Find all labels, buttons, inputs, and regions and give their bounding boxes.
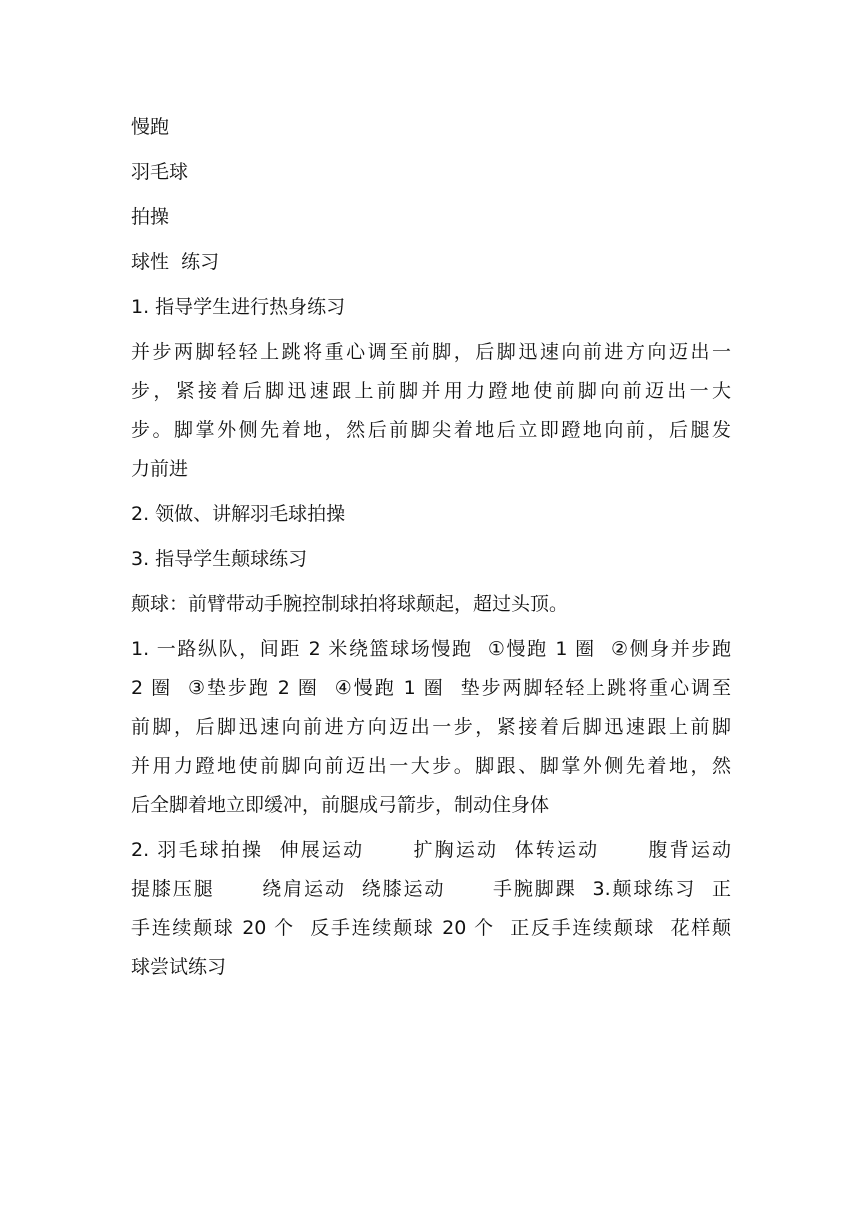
text-line: 后全脚着地立即缓冲，前腿成弓箭步，制动住身体 (131, 794, 550, 816)
text-line: 慢跑 (131, 116, 170, 138)
text-line: 颠球：前臂带动手腕控制球拍将球颠起，超过头顶。 (131, 593, 569, 615)
text-line: 2. 羽毛球拍操 伸展运动 扩胸运动 体转运动 腹背运动 (131, 839, 731, 861)
text-line: 并用力蹬地使前脚向前迈出一大步。脚跟、脚掌外侧先着地，然 (131, 755, 731, 777)
text-line: 步，紧接着后脚迅速跟上前脚并用力蹬地使前脚向前迈出一大 (131, 380, 731, 402)
paragraph-p2 (131, 153, 731, 192)
text-line: 球尝试练习 (131, 956, 227, 978)
paragraph-p11 (131, 831, 731, 987)
text-line: 拍操 (131, 206, 170, 228)
paragraph-p8 (131, 540, 731, 579)
text-line: 2 圈 ③垫步跑 2 圈 ④慢跑 1 圈 垫步两脚轻轻上跳将重心调至 (131, 677, 731, 699)
paragraph-p6 (131, 333, 731, 489)
text-line: 羽毛球 (131, 161, 189, 183)
paragraph-p9 (131, 585, 731, 624)
text-line: 2. 领做、讲解羽毛球拍操 (131, 503, 346, 525)
text-line: 手连续颠球 20 个 反手连续颠球 20 个 正反手连续颠球 花样颠 (131, 917, 731, 939)
paragraph-p5 (131, 288, 731, 327)
text-line: 步。脚掌外侧先着地，然后前脚尖着地后立即蹬地向前，后腿发 (131, 419, 731, 441)
text-line: 并步两脚轻轻上跳将重心调至前脚，后脚迅速向前进方向迈出一 (131, 341, 731, 363)
text-line: 3. 指导学生颠球练习 (131, 548, 308, 570)
paragraph-p1 (131, 108, 731, 147)
text-line: 前脚，后脚迅速向前进方向迈出一步，紧接着后脚迅速跟上前脚 (131, 716, 731, 738)
text-line: 1. 指导学生进行热身练习 (131, 296, 346, 318)
text-line: 提膝压腿 绕肩运动 绕膝运动 手腕脚踝 3.颠球练习 正 (131, 878, 731, 900)
paragraph-p7 (131, 495, 731, 534)
text-line: 1. 一路纵队，间距 2 米绕篮球场慢跑 ①慢跑 1 圈 ②侧身并步跑 (131, 638, 731, 660)
paragraph-p10 (131, 630, 731, 825)
paragraph-p3 (131, 198, 731, 237)
text-line: 力前进 (131, 458, 189, 480)
text-line: 球性 练习 (131, 251, 220, 273)
paragraph-p4 (131, 243, 731, 282)
document-body (131, 108, 731, 993)
